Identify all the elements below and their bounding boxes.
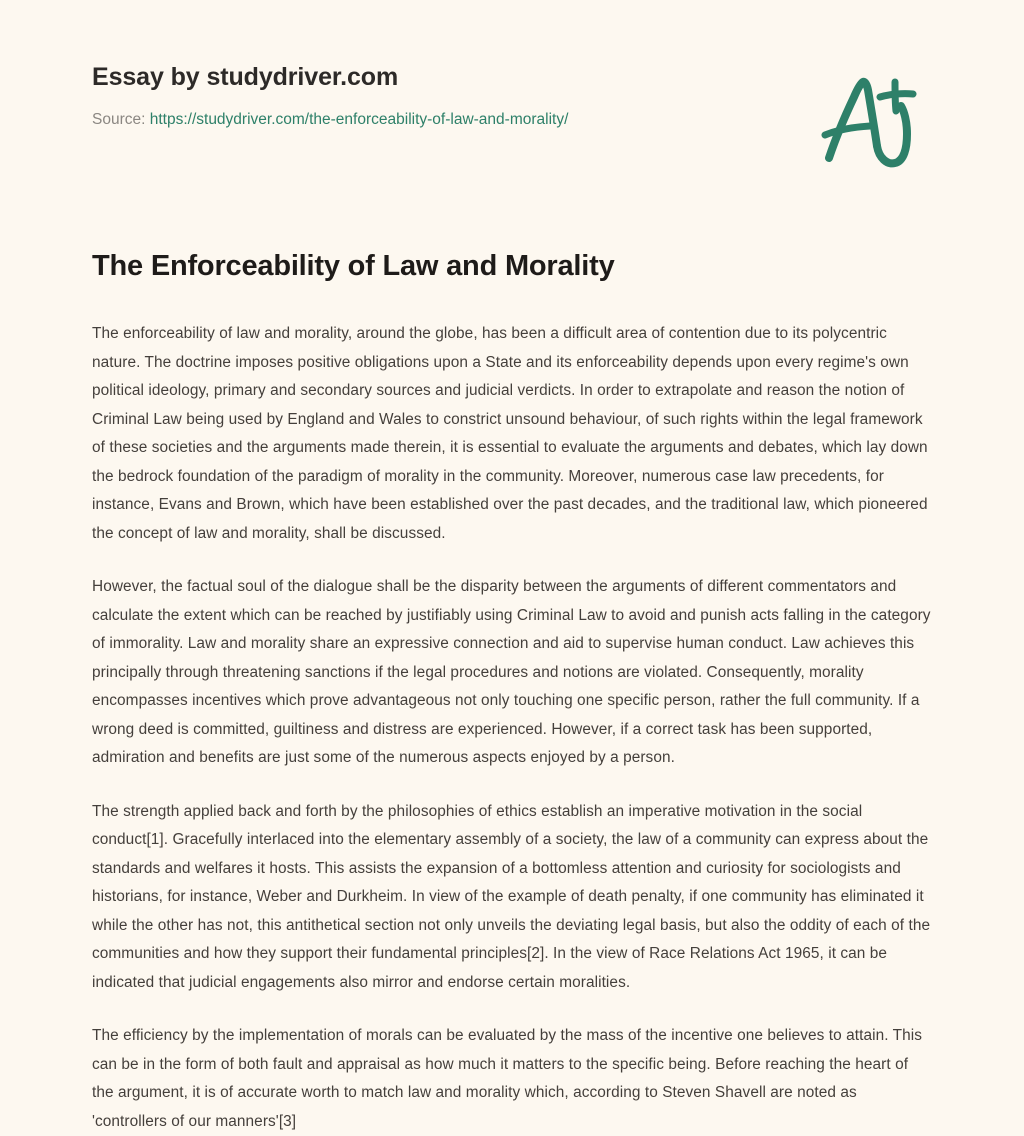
article bbox=[92, 248, 932, 1136]
article-paragraph: The enforceability of law and morality, around the globe, has been a difficult area of contention due to its polycentric nature. The doctrine imposes positive obligations upon a State and its enforceability depends upon every regime's own political ideology, primary and secondary sources and judicial verdicts. In order to extrapolate and reason the notion of Criminal Law being used by England and Wales to constrict unsound behaviour, of such rights within the legal framework of these societies and the arguments made therein, it is essential to evaluate the arguments and debates, which lay down the bedrock foundation of the paradigm of morality in the community. Moreover, numerous case law precedents, for instance, Evans and Brown, which have been established over the past decades, and the traditional law, which pioneered the concept of law and morality, shall be discussed. bbox=[92, 325, 928, 542]
page-header bbox=[0, 0, 1024, 200]
brand-title: Essay by studydriver.com bbox=[92, 63, 399, 91]
article-body bbox=[92, 320, 932, 1136]
article-paragraph: However, the factual soul of the dialogue shall be the disparity between the arguments of different commentators and calculate the extent which can be reached by justifiably using Criminal Law to avoid and punish acts falling in the category of immorality. Law and morality share an expressive connection and aid to supervise human conduct. Law achieves this principally through threatening sanctions if the legal procedures and notions are violated. Consequently, morality encompasses incentives which prove advantageous not only touching one specific person, rather the full community. If a wrong deed is committed, guiltiness and distress are experienced. However, if a correct task has been supported, admiration and benefits are just some of the numerous aspects enjoyed by a person. bbox=[92, 578, 931, 767]
brand-block bbox=[92, 62, 732, 131]
page-title: The Enforceability of Law and Morality bbox=[92, 250, 615, 282]
a-plus-logo-icon bbox=[812, 66, 922, 174]
source-url-link[interactable]: https://studydriver.com/the-enforceability-of-law-and-morality/ bbox=[149, 111, 569, 128]
article-paragraph: The efficiency by the implementation of morals can be evaluated by the mass of the incentive one believes to attain. This can be in the form of both fault and appraisal as how much it matters to the specific being. Before reaching the heart of the argument, it is of accurate worth to match law and morality which, according to Steven Shavell are noted as 'controllers of our manners'[3] bbox=[92, 1027, 923, 1130]
article-paragraph: The strength applied back and forth by the philosophies of ethics establish an imperative motivation in the social conduct[1]. Gracefully interlaced into the elementary assembly of a society, the law of a community can express about the standards and welfares it hosts. This assists the expansion of a bottomless attention and curiosity for sociologists and historians, for instance, Weber and Durkheim. In view of the example of death penalty, if one community has eliminated it while the other has not, this antithetical section not only unveils the deviating legal basis, but also the oddity of each of the communities and how they support their fundamental principles[2]. In the view of Race Relations Act 1965, it can be indicated that judicial engagements also mirror and endorse certain moralities. bbox=[92, 802, 931, 991]
source-label: Source: bbox=[92, 111, 150, 128]
source-line bbox=[92, 110, 732, 131]
